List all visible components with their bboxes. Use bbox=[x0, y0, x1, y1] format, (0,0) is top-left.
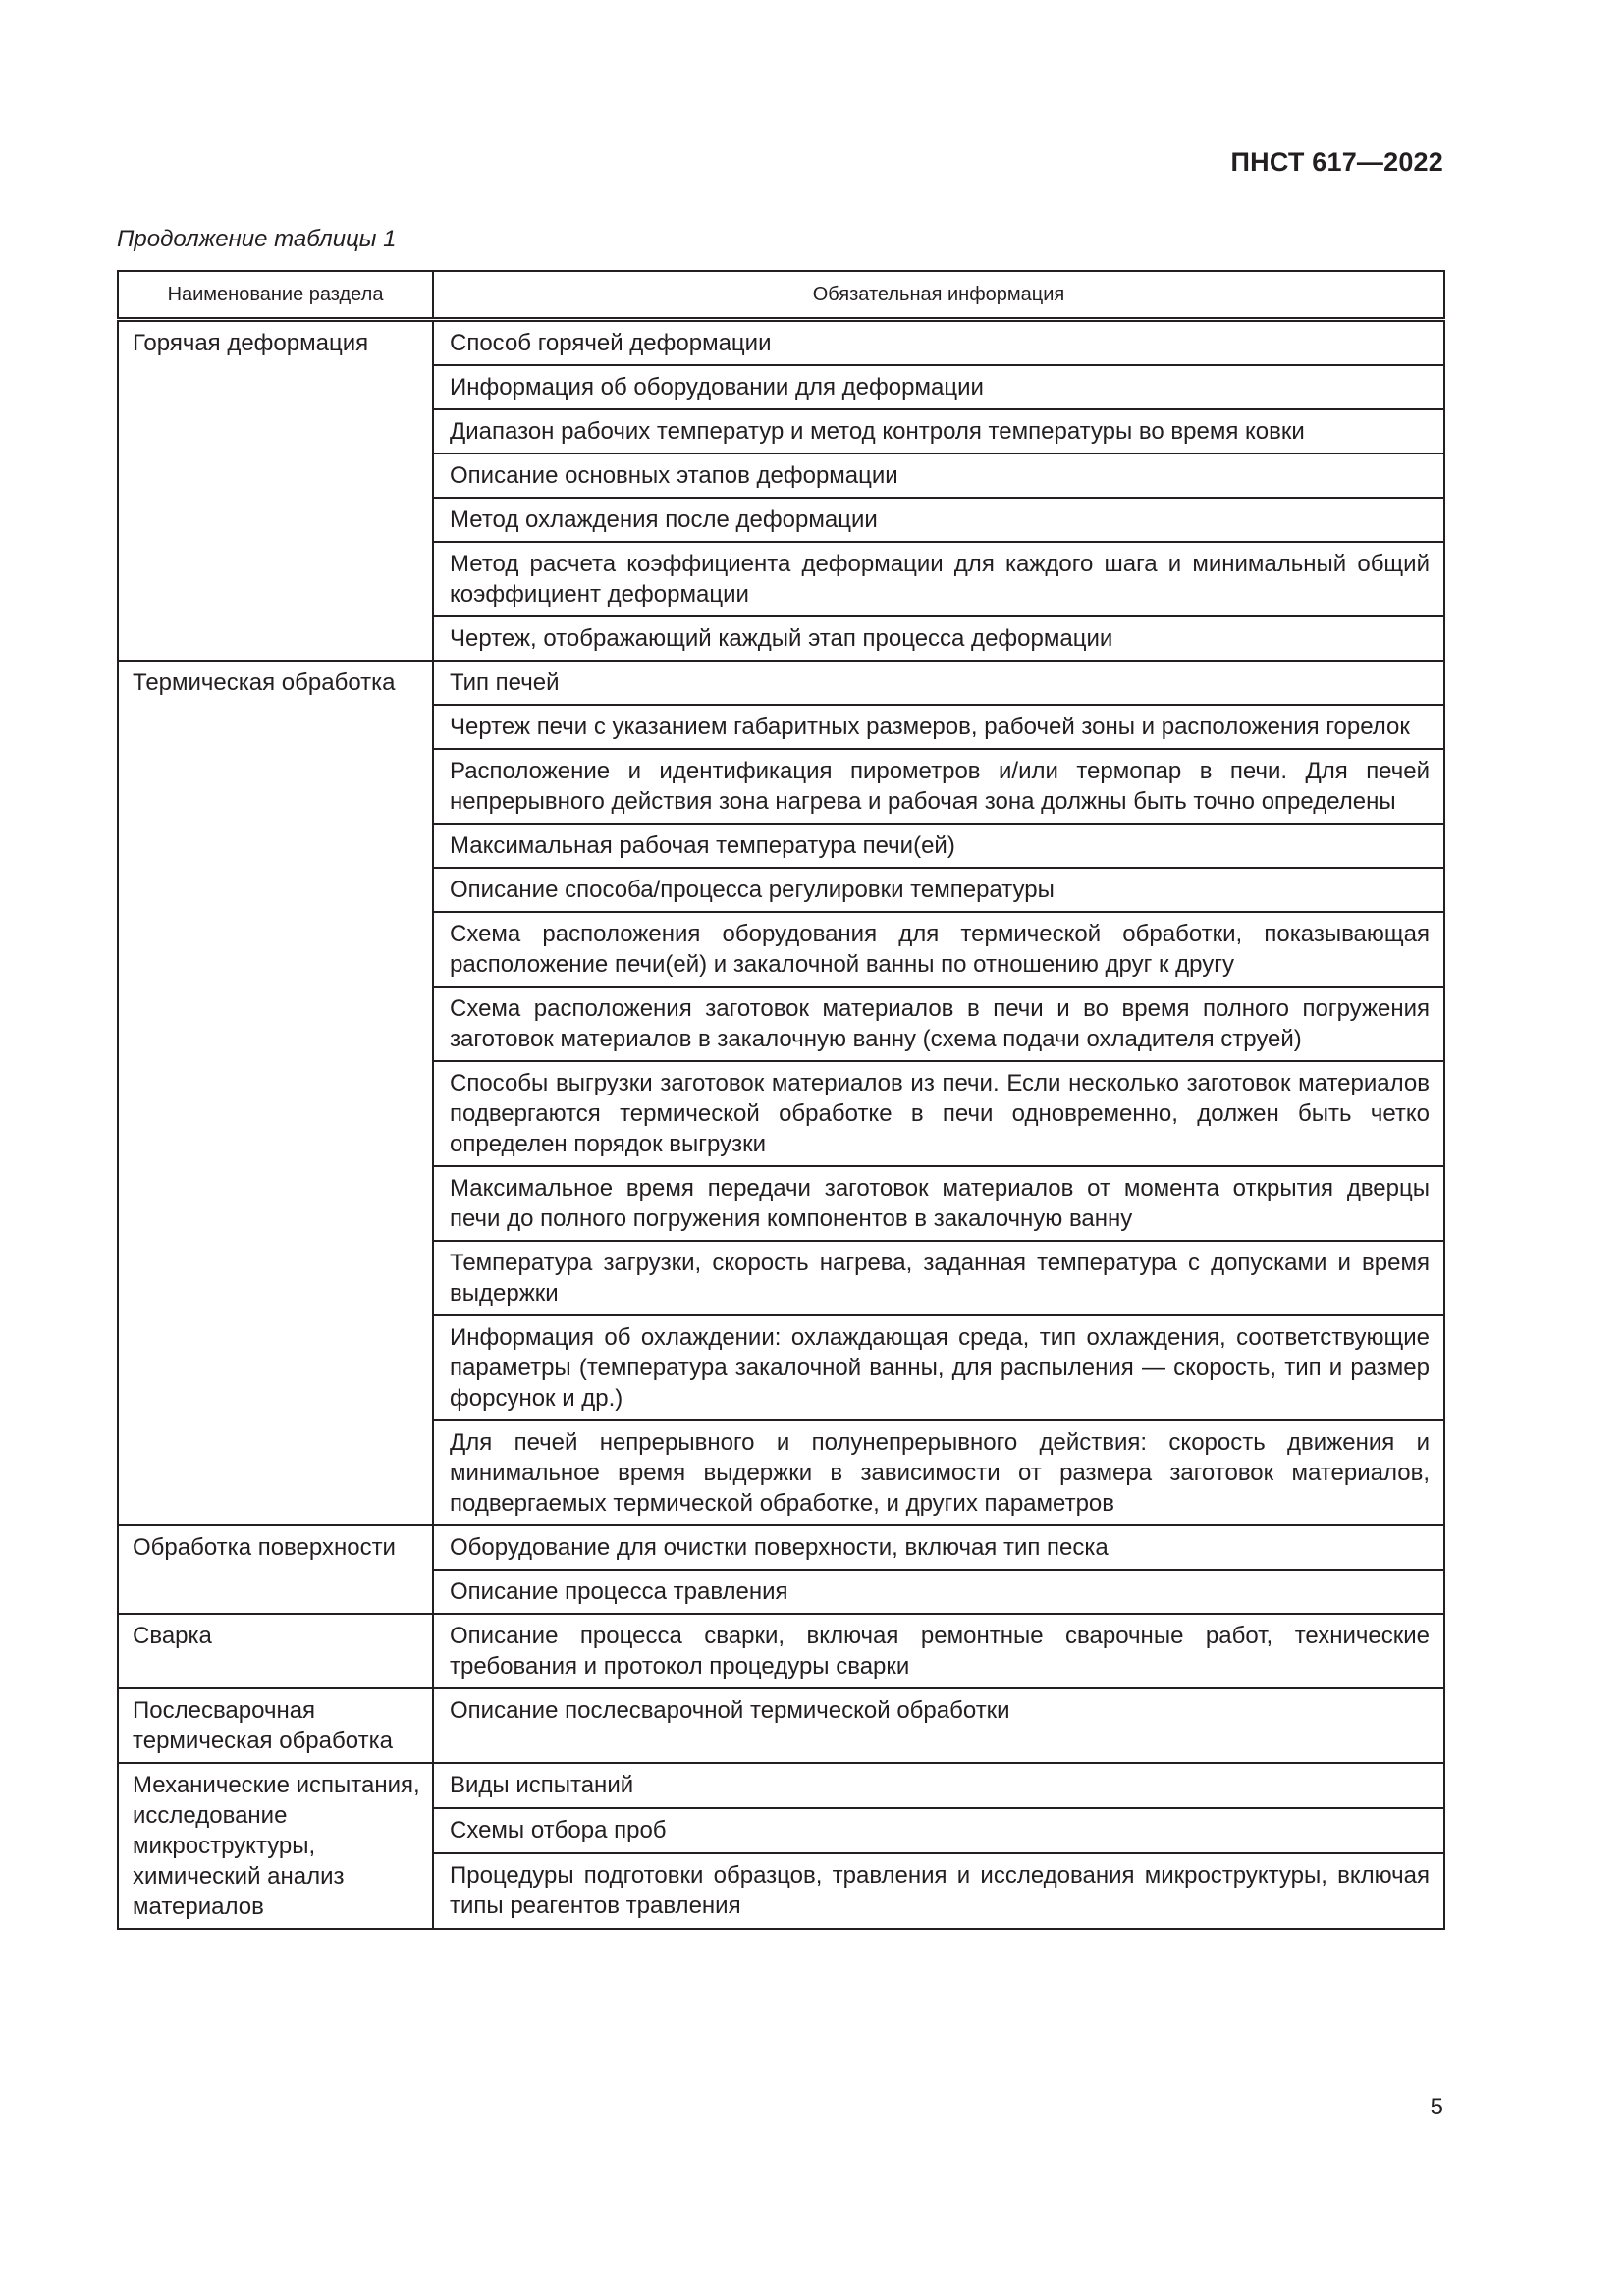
required-info-cell: Схема расположения оборудования для термической обработки, показывающая расположение печи(ей) и закалочной ванны по отношению друг к другу bbox=[433, 912, 1444, 987]
section-name-cell: Термическая обработка bbox=[118, 661, 433, 1525]
required-info-cell: Тип печей bbox=[433, 661, 1444, 705]
section-name-cell: Послесварочная термическая обработка bbox=[118, 1688, 433, 1763]
table-row bbox=[118, 1763, 1444, 1808]
required-info-cell: Максимальное время передачи заготовок материалов от момента открытия дверцы печи до полного погружения компонентов в закалочную ванну bbox=[433, 1166, 1444, 1241]
required-info-cell: Метод охлаждения после деформации bbox=[433, 498, 1444, 542]
required-info-cell: Способы выгрузки заготовок материалов из печи. Если несколько заготовок материалов подвергаются термической обработке в печи одновременно, должен быть четко определен порядок выгрузки bbox=[433, 1061, 1444, 1166]
required-info-cell: Чертеж печи с указанием габаритных размеров, рабочей зоны и расположения горелок bbox=[433, 705, 1444, 749]
required-info-cell: Схема расположения заготовок материалов в печи и во время полного погружения заготовок материалов в закалочную ванну (схема подачи охладителя струей) bbox=[433, 987, 1444, 1061]
required-info-cell: Диапазон рабочих температур и метод контроля температуры во время ковки bbox=[433, 409, 1444, 454]
required-info-cell: Информация об охлаждении: охлаждающая среда, тип охлаждения, соответствующие параметры (температура закалочной ванны, для распыления — скорость, тип и размер форсунок и др.) bbox=[433, 1315, 1444, 1420]
table-row bbox=[118, 1525, 1444, 1570]
required-info-cell: Расположение и идентификация пирометров и/или термопар в печи. Для печей непрерывного действия зона нагрева и рабочая зона должны быть точно определены bbox=[433, 749, 1444, 824]
section-name-cell: Горячая деформация bbox=[118, 320, 433, 662]
requirements-table bbox=[117, 270, 1445, 1930]
required-info-cell: Описание процесса сварки, включая ремонтные сварочные работ, технические требования и протокол процедуры сварки bbox=[433, 1614, 1444, 1688]
required-info-cell: Способ горячей деформации bbox=[433, 320, 1444, 366]
table-row bbox=[118, 1614, 1444, 1688]
section-name-cell: Обработка поверхности bbox=[118, 1525, 433, 1614]
section-name-cell: Сварка bbox=[118, 1614, 433, 1688]
required-info-cell: Процедуры подготовки образцов, травления и исследования микроструктуры, включая типы реагентов травления bbox=[433, 1853, 1444, 1929]
section-name-cell: Механические испытания, исследование микроструктуры, химический анализ материалов bbox=[118, 1763, 433, 1929]
required-info-cell: Для печей непрерывного и полунепрерывного действия: скорость движения и минимальное время выдержки в зависимости от размера заготовок материалов, подвергаемых термической обработке, и других параметров bbox=[433, 1420, 1444, 1525]
required-info-cell: Информация об оборудовании для деформации bbox=[433, 365, 1444, 409]
document-code: ПНСТ 617—2022 bbox=[1230, 147, 1443, 177]
page-number: 5 bbox=[1430, 2094, 1443, 2120]
required-info-cell: Описание основных этапов деформации bbox=[433, 454, 1444, 498]
table-caption: Продолжение таблицы 1 bbox=[117, 226, 397, 252]
required-info-cell: Чертеж, отображающий каждый этап процесса деформации bbox=[433, 616, 1444, 661]
required-info-cell: Описание послесварочной термической обработки bbox=[433, 1688, 1444, 1763]
required-info-cell: Виды испытаний bbox=[433, 1763, 1444, 1808]
required-info-cell: Температура загрузки, скорость нагрева, заданная температура с допусками и время выдержки bbox=[433, 1241, 1444, 1315]
required-info-cell: Описание процесса травления bbox=[433, 1570, 1444, 1614]
table-row bbox=[118, 1688, 1444, 1763]
required-info-cell: Максимальная рабочая температура печи(ей) bbox=[433, 824, 1444, 868]
column-header-info: Обязательная информация bbox=[433, 271, 1444, 320]
required-info-cell: Описание способа/процесса регулировки температуры bbox=[433, 868, 1444, 912]
table-row bbox=[118, 320, 1444, 366]
table-row bbox=[118, 661, 1444, 705]
required-info-cell: Метод расчета коэффициента деформации для каждого шага и минимальный общий коэффициент деформации bbox=[433, 542, 1444, 616]
table-header-row bbox=[118, 271, 1444, 320]
column-header-section: Наименование раздела bbox=[118, 271, 433, 320]
required-info-cell: Оборудование для очистки поверхности, включая тип песка bbox=[433, 1525, 1444, 1570]
table-body bbox=[118, 320, 1444, 1930]
required-info-cell: Схемы отбора проб bbox=[433, 1808, 1444, 1853]
